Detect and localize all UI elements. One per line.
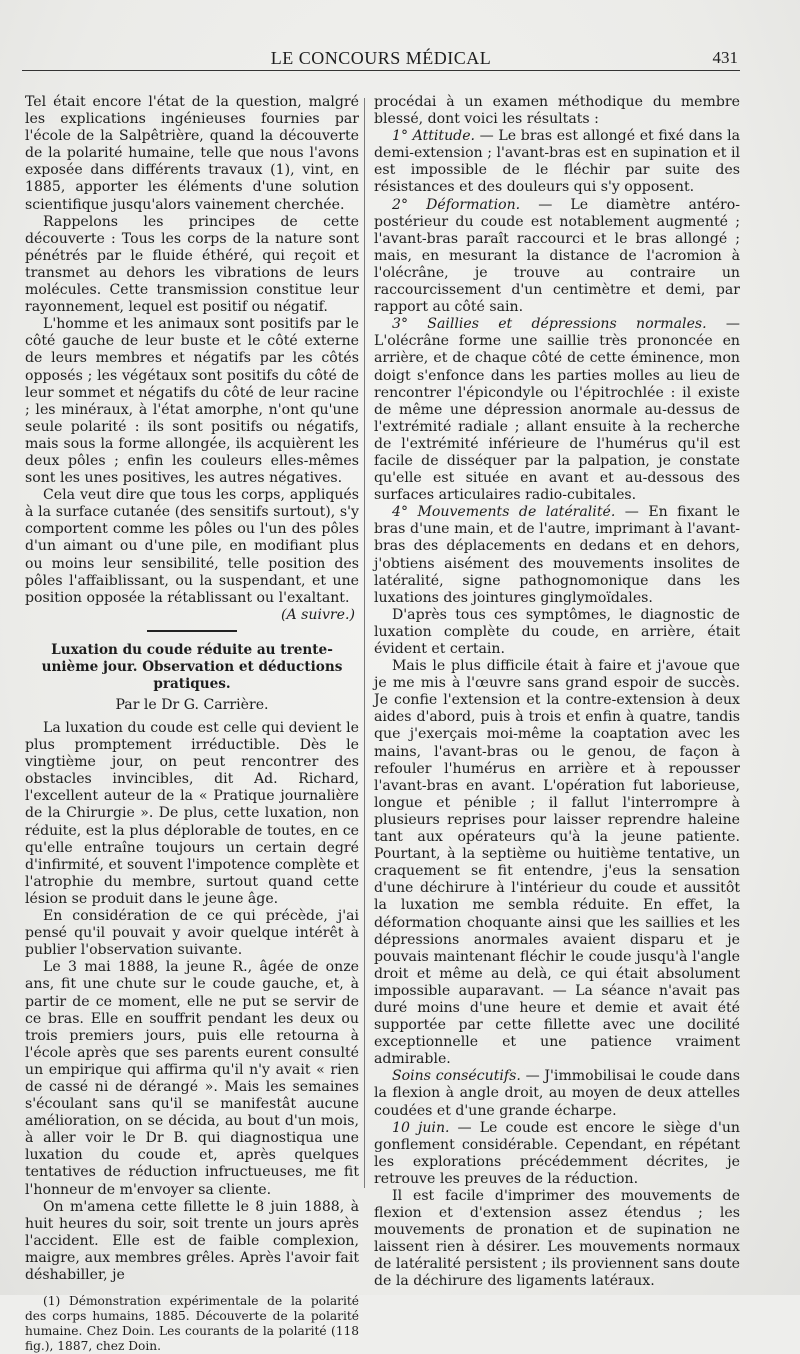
- paragraph-deformation: [374, 197, 740, 317]
- paragraph: Rappelons les principes de cette découverte : Tous les corps de la nature sont pénétrés par le fluide éthéré, qui reçoit et transmet au dehors les vibrations de leurs molécules. Cette transmission constitue leur rayonnement, lequel est positif ou négatif.: [25, 213, 359, 316]
- section-text: — Le bras est allongé et fixé dans la demi-extension ; l'avant-bras est en supination et il est impossible de le fléchir par suite des résistances et des douleurs qui s'y opposent.: [374, 128, 740, 196]
- section-label: 10 juin.: [392, 1119, 450, 1136]
- paragraph: La luxation du coude est celle qui devient le plus promptement irréductible. Dès le vingtième jour, on peut rencontrer des obstacles invincibles, dit Ad. Richard, l'excellent auteur de la « Pratique journalière de la Chirurgie ». De plus, cette luxation, non réduite, est la plus déplorable de toutes, en ce qu'elle entraîne toujours un certain degré d'infirmité, et souvent l'impotence complète et l'atrophie du membre, surtout quand cette lésion se produit dans le jeune âge.: [25, 720, 359, 907]
- section-label: 2° Déformation.: [392, 196, 521, 213]
- paragraph-saillies: [374, 316, 740, 504]
- section-label: 4° Mouvements de latéralité.: [392, 504, 616, 521]
- paragraph-soins: [374, 1068, 740, 1119]
- article-title: Luxation du coude réduite au trente-unième jour. Observation et déductions pratiques.: [41, 641, 343, 692]
- right-column: [374, 94, 740, 1291]
- paragraph: L'homme et les animaux sont positifs par le côté gauche de leur buste et le côté externe de leurs membres et négatifs par les côtés opposés ; les végétaux sont positifs du côté de leur sommet et négatifs du côté de leur racine ; les minéraux, à l'état amorphe, n'ont qu'une seule polarité : ils sont positifs ou négatifs, mais sous la forme allongée, ils acquièrent les deux pôles ; enfin les couleurs elles-mêmes sont les unes positives, les autres négatives.: [25, 316, 359, 487]
- paragraph: Tel était encore l'état de la question, malgré les explications ingénieuses fournies par l'école de la Salpêtrière, quand la découverte de la polarité humaine, telle que nous l'avons exposée dans différents travaux (1), vint, en 1885, apporter les éléments d'une solution scientifique jusqu'alors vainement cherchée.: [25, 94, 359, 213]
- page-header: [22, 46, 740, 71]
- paragraph: Cela veut dire que tous les corps, appliqués à la surface cutanée (des sensitifs surtout), s'y comportent comme les pôles ou l'un des pôles d'un aimant ou d'une pile, en modifiant plus ou moins leur sensibilité, telle position des pôles l'affaiblissant, ou la suspendant, et une position opposée la rétablissant ou l'exaltant.: [25, 487, 359, 606]
- section-text: — Le coude est encore le siège d'un gonflement considérable. Cependant, en répétant les explorations précédemment décrites, je retrouve les preuves de la réduction.: [374, 1119, 740, 1187]
- journal-title: LE CONCOURS MÉDICAL: [270, 48, 492, 68]
- paragraph-attitude: [374, 128, 740, 196]
- section-label: 1° Attitude.: [392, 128, 476, 145]
- paragraph: En considération de ce qui précède, j'ai pensé qu'il pouvait y avoir quelque intérêt à publier l'observation suivante.: [25, 908, 359, 959]
- column-divider: [364, 98, 365, 1188]
- paragraph: Le 3 mai 1888, la jeune R., âgée de onze ans, fit une chute sur le coude gauche, et, à partir de ce moment, elle ne put se servir de ce bras. Elle en souffrit pendant les deux ou trois premiers jours, puis elle retourna à l'école après que ses parents eurent consulté un empirique qui affirma qu'il n'y avait « rien de cassé ni de dérangé ». Mais les semaines s'écoulant sans qu'il se manifestât aucune amélioration, on se décida, au bout d'un mois, à aller voir le Dr B. qui diagnostiqua une luxation du coude et, après quelques tentatives de réduction infructueuses, me fit l'honneur de m'envoyer sa cliente.: [25, 959, 359, 1198]
- paragraph: On m'amena cette fillette le 8 juin 1888, à huit heures du soir, soit trente un jours après l'accident. Elle est de faible complexion, maigre, aux membres grêles. Après l'avoir fait déshabiller, je: [25, 1198, 359, 1283]
- section-label: 3° Saillies et dépressions normales.: [392, 316, 707, 333]
- section-text: — Le diamètre antéro-postérieur du coude est notablement augmenté ; l'avant-bras paraît raccourci et le bras allongé ; mais, en mesurant la distance de l'acromion à l'olécrâne, je trouve au contraire un raccourcissement d'un centimètre et demi, par rapport au côté sain.: [374, 196, 741, 316]
- section-text: — J'immobilisai le coude dans la flexion à angle droit, au moyen de deux attelles coudées et d'une grande écharpe.: [374, 1068, 740, 1119]
- article-byline: Par le Dr G. Carrière.: [115, 696, 269, 713]
- footnote: (1) Démonstration expérimentale de la polarité des corps humains, 1885. Découverte de la polarité humaine. Chez Doin. Les courants de la polarité (118 fig.), 1887, chez Doin.: [25, 1294, 359, 1354]
- section-text: — En fixant le bras d'une main, et de l'autre, imprimant à l'avant-bras des déplacements en dedans et en dehors, j'obtiens aisément des mouvements insolites de latéralité, signe pathognomonique dans les luxations des jointures ginglymoïdales.: [374, 504, 740, 606]
- left-column: [25, 94, 359, 1354]
- section-text: — L'olécrâne forme une saillie très prononcée en arrière, et de chaque côté de cette éminence, mon doigt s'enfonce dans les parties molles au lieu de rencontrer l'épicondyle ou l'épitrochlée : il existe de même une dépression anormale au-dessus de l'extrémité radiale ; allant ensuite à la recherche de l'extrémité inférieure de l'humérus qu'il est facile de disséquer par la palpation, je constate qu'elle est située en avant et au-dessous des surfaces articulaires radio-cubitales.: [374, 316, 740, 504]
- paragraph-juin: [374, 1120, 740, 1188]
- paragraph: Il est facile d'imprimer des mouvements de flexion et d'extension assez étendus ; les mouvements de pronation et de supination ne laissent rien à désirer. Les mouvements normaux de latéralité persistent ; ils proviennent sans doute de la déchirure des ligaments latéraux.: [374, 1188, 740, 1290]
- paragraph: Mais le plus difficile était à faire et j'avoue que je me mis à l'œuvre sans grand espoir de succès. Je confie l'extension et la contre-extension à deux aides d'abord, puis à trois et enfin à quatre, tandis que j'exerçais moi-même la coaptation avec les mains, l'avant-bras ou le genou, de façon à refouler l'humérus en arrière et à repousser l'avant-bras en avant. L'opération fut laborieuse, longue et pénible ; il fallut l'interrompre à plusieurs reprises pour laisser reprendre haleine tant aux opérateurs qu'à la jeune patiente. Pourtant, à la septième ou huitième tentative, un craquement se fit entendre, j'eus la sensation d'une déchirure à l'intérieur du coude et aussitôt la luxation me sembla réduite. En effet, la déformation choquante ainsi que les saillies et les dépressions anormales avaient disparu et je pouvais maintenant fléchir le coude jusqu'à l'angle droit et même au delà, ce qui était absolument impossible auparavant. — La séance n'avait pas duré moins d'une heure et demie et avait été supportée par cette fillette avec une docilité exceptionnelle et une patience vraiment admirable.: [374, 658, 740, 1068]
- section-label: Soins consécutifs.: [392, 1068, 521, 1085]
- section-rule: [147, 630, 237, 632]
- to-be-continued: (A suivre.): [281, 606, 355, 623]
- paragraph: procédai à un examen méthodique du membre blessé, dont voici les résultats :: [374, 94, 740, 128]
- paragraph: D'après tous ces symptômes, le diagnostic de luxation complète du coude, en arrière, était évident et certain.: [374, 606, 740, 657]
- paragraph-mouvements: [374, 504, 740, 607]
- page-number: 431: [712, 48, 738, 67]
